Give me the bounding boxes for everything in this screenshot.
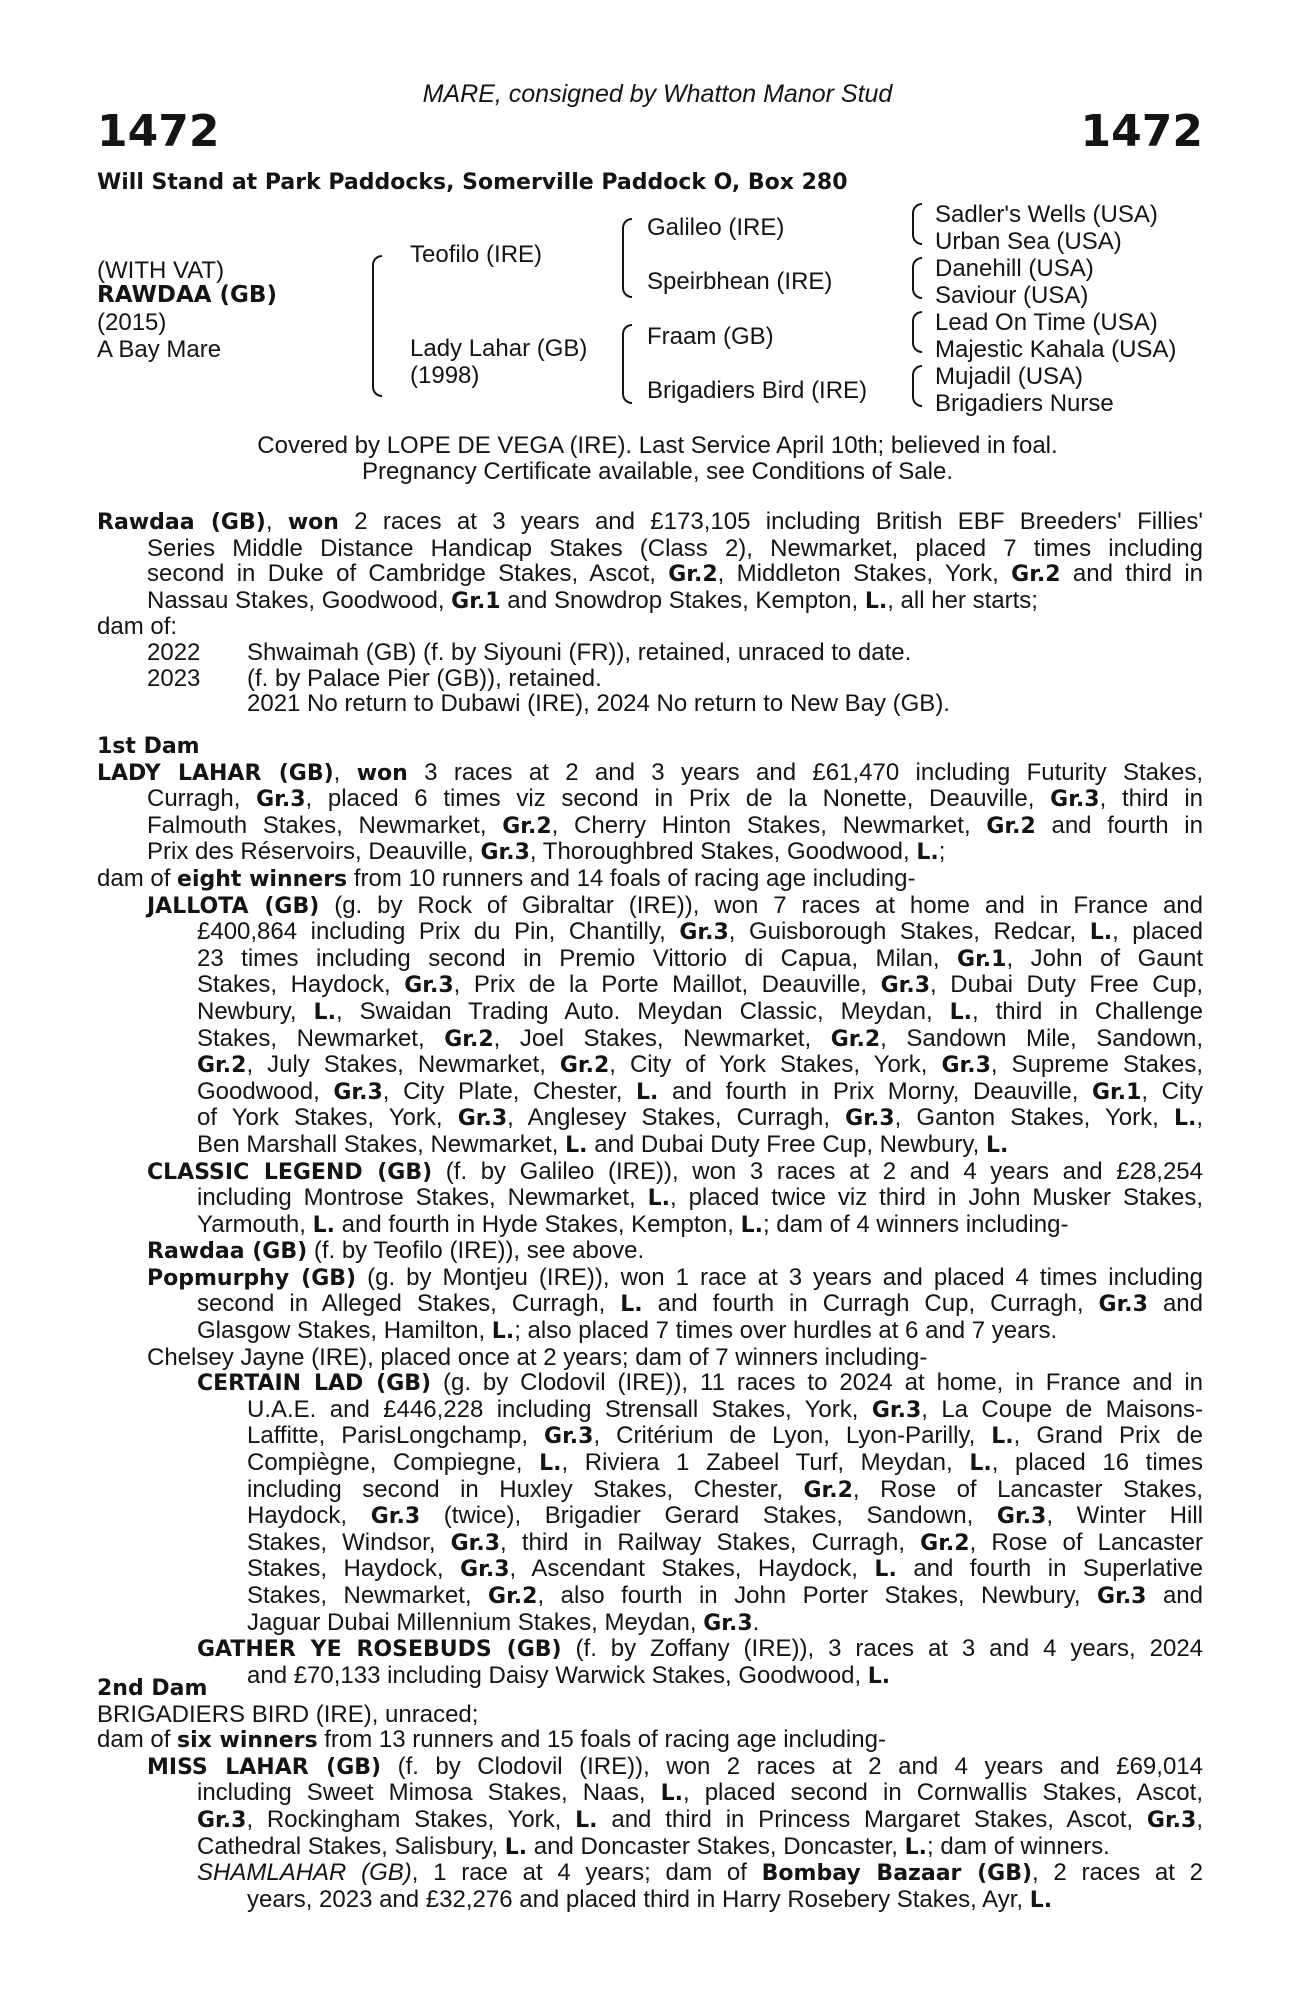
progeny-certain-lad: CERTAIN LAD (GB) (g. by Clodovil (IRE)), 11 races to 2024 at home, in France and in U.A.E. and £446,228 including Strensall Stakes, York, Gr.3, La Coupe de Maisons- Laffitte, ParisLongchamp, Gr.3, Critérium de Lyon, Lyon-Parilly, L., Grand Prix de Compiègne, Compiegne, L., Riviera 1 Zabeel Turf, Meydan, L., placed 16 times including second in Huxley Stakes, Chester, Gr.2, Rose of Lancaster Stakes, Haydock, Gr.3 (twice), Brigadier Gerard Stakes, Sandown, Gr.3, Winter Hill Stakes, Windsor, Gr.3, third in Railway Stakes, Curragh, Gr.2, Rose of Lancaster Stakes, Haydock, Gr.3, Ascendant Stakes, Haydock, L. and fourth in Superlative Stakes, Newmarket, Gr.2, also fourth in John Porter Stakes, Newbury, Gr.3 and Jaguar Dubai Millennium Stakes, Meydan, Gr.3. xyxy=(197,1369,1204,1636)
dam-dam-dam: Brigadiers Nurse xyxy=(935,390,1114,417)
dam-year: (1998) xyxy=(410,362,480,389)
vat-note: (WITH VAT) xyxy=(97,257,225,284)
pedigree-bracket xyxy=(622,218,632,298)
dam-dam-sire: Mujadil (USA) xyxy=(935,363,1084,390)
won-label: won xyxy=(287,510,339,535)
pedigree-bracket xyxy=(622,324,632,404)
foal-entry: Shwaimah (GB) (f. by Siyouni (FR)), retained, unraced to date. xyxy=(247,638,912,666)
sire-sire-sire: Sadler's Wells (USA) xyxy=(935,201,1158,228)
consignor-line: MARE, consigned by Whatton Manor Stud xyxy=(422,80,893,108)
horse-name: CLASSIC LEGEND (GB) xyxy=(147,1159,433,1185)
pedigree-bracket xyxy=(912,203,922,245)
sire: Teofilo (IRE) xyxy=(410,241,543,268)
lot-number-left: 1472 xyxy=(97,106,220,157)
section-heading: 1st Dam xyxy=(97,734,200,759)
dam-of-label: dam of: xyxy=(97,613,178,641)
horse-name: MISS LAHAR (GB) xyxy=(147,1754,382,1780)
sire-dam-dam: Saviour (USA) xyxy=(935,282,1089,309)
dam-dam: Brigadiers Bird (IRE) xyxy=(647,377,868,404)
dam-sire: Fraam (GB) xyxy=(647,323,774,350)
second-dam-section: 2nd Dam BRIGADIERS BIRD (IRE), unraced; dam of six winners from 13 runners and 15 foals of racing age including- MISS LAHAR (GB) (f. by Clodovil (IRE)), won 2 races at 2 and 4 years and £69,014 including Sweet Mimosa Stakes, Naas, L., placed second in Cornwallis Stakes, Ascot, Gr.3, Rockingham Stakes, York, L. and third in Princess Margaret Stakes, Ascot, Gr.3, Cathedral Stakes, Salisbury, L. and Doncaster Stakes, Doncaster, L.; dam of winners. SHAMLAHAR (GB), 1 race at 4 years; dam of Bombay Bazaar (GB), 2 races at 2 years, 2023 and £32,276 and placed third in Harry Rosebery Stakes, Ayr, L. xyxy=(97,1676,1203,1913)
progeny-miss-lahar: MISS LAHAR (GB) (f. by Clodovil (IRE)), won 2 races at 2 and 4 years and £69,014 including Sweet Mimosa Stakes, Naas, L., placed second in Cornwallis Stakes, Ascot, Gr.3, Rockingham Stakes, York, L. and third in Princess Margaret Stakes, Ascot, Gr.3, Cathedral Stakes, Salisbury, L. and Doncaster Stakes, Doncaster, L.; dam of winners. SHAMLAHAR (GB), 1 race at 4 years; dam of Bombay Bazaar (GB), 2 races at 2 years, 2023 and £32,276 and placed third in Harry Rosebery Stakes, Ayr, L. xyxy=(147,1752,1203,1913)
pedigree-bracket xyxy=(912,311,922,353)
horse-name: LADY LAHAR (GB) xyxy=(97,760,334,786)
horse-name: Rawdaa (GB) xyxy=(97,510,266,535)
progeny-gather-ye-rosebuds: GATHER YE ROSEBUDS (GB) (f. by Zoffany (IRE)), 3 races at 3 and 4 years, 2024 and £70,133 including Daisy Warwick Stakes, Goodwood, L. xyxy=(197,1635,1204,1689)
foal-entry: (f. by Palace Pier (GB)), retained. xyxy=(247,664,602,692)
dam-sire-dam: Majestic Kahala (USA) xyxy=(935,336,1177,363)
dam: Lady Lahar (GB) xyxy=(410,335,588,362)
horse-name: JALLOTA (GB) xyxy=(147,893,320,919)
horse-name: GATHER YE ROSEBUDS (GB) xyxy=(197,1637,562,1663)
rawdaa-section: Rawdaa (GB), won 2 races at 3 years and £173,105 including British EBF Breeders' Fillies' Series Middle Distance Handicap Stakes (Class 2), Newmarket, placed 7 times including second in Duke of Cambridge Stakes, Ascot, Gr.2, Middleton Stakes, York, Gr.2 and third in Nassau Stakes, Goodwood, Gr.1 and Snowdrop Stakes, Kempton, L., all her starts; dam of: 2022 Shwaimah (GB) (f. by Siyouni (FR)), retained, unraced to date. 2023 (f. by Palace Pier (GB)), retained. 2021 No return to Dubawi (IRE), 2024 No return to New Bay (GB). xyxy=(97,508,1204,718)
sire-dam-sire: Danehill (USA) xyxy=(935,255,1094,282)
text: Series Middle Distance Handicap Stakes (Class 2), Newmarket, placed 7 times including xyxy=(147,534,1203,562)
progeny-rawdaa: Rawdaa (GB) (f. by Teofilo (IRE)), see above. xyxy=(147,1237,645,1265)
foal-year: 2023 xyxy=(147,664,201,692)
horse-description: A Bay Mare xyxy=(97,336,222,363)
progeny-jallota: JALLOTA (GB) (g. by Rock of Gibraltar (IRE)), won 7 races at home and in France and £400,864 including Prix du Pin, Chantilly, Gr.3, Guisborough Stakes, Redcar, L., placed 23 times including second in Premio Vittorio di Capua, Milan, Gr.1, John of Gaunt Stakes, Haydock, Gr.3, Prix de la Porte Maillot, Deauville, Gr.3, Dubai Duty Free Cup, Newbury, L., Swaidan Trading Auto. Meydan Classic, Meydan, L., third in Challenge Stakes, Newmarket, Gr.2, Joel Stakes, Newmarket, Gr.2, Sandown Mile, Sandown, Gr.2, July Stakes, Newmarket, Gr.2, City of York Stakes, York, Gr.3, Supreme Stakes, Goodwood, Gr.3, City Plate, Chester, L. and fourth in Prix Morny, Deauville, Gr.1, City of York Stakes, York, Gr.3, Anglesey Stakes, Curragh, Gr.3, Ganton Stakes, York, L., Ben Marshall Stakes, Newmarket, L. and Dubai Duty Free Cup, Newbury, L. xyxy=(147,891,1204,1158)
horse-name: CERTAIN LAD (GB) xyxy=(197,1371,432,1397)
progeny-classic-legend: CLASSIC LEGEND (GB) (f. by Galileo (IRE)), won 3 races at 2 and 4 years and £28,254 including Montrose Stakes, Newmarket, L., placed twice viz third in John Musker Stakes, Yarmouth, L. and fourth in Hyde Stakes, Kempton, L.; dam of 4 winners including- xyxy=(147,1157,1204,1238)
first-dam-section: 1st Dam LADY LAHAR (GB), won 3 races at 2 and 3 years and £61,470 including Futurity Stakes, Curragh, Gr.3, placed 6 times viz second in Prix de la Nonette, Deauville, Gr.3, third in Falmouth Stakes, Newmarket, Gr.2, Cherry Hinton Stakes, Newmarket, Gr.2 and fourth in Prix des Réservoirs, Deauville, Gr.3, Thoroughbred Stakes, Goodwood, L.; dam of eight winners from 10 runners and 14 foals of racing age including- JALLOTA (GB) (g. by Rock of Gibraltar (IRE)), won 7 races at home and in France and £400,864 including Prix du Pin, Chantilly, Gr.3, Guisborough Stakes, Redcar, L., placed 23 times including second in Premio Vittorio di Capua, Milan, Gr.1, John of Gaunt Stakes, Haydock, Gr.3, Prix de la Porte Maillot, Deauville, Gr.3, Dubai Duty Free Cup, Newbury, L., Swaidan Trading Auto. Meydan Classic, Meydan, L., third in Challenge Stakes, Newmarket, Gr.2, Joel Stakes, Newmarket, Gr.2, Sandown Mile, Sandown, Gr.2, July Stakes, Newmarket, Gr.2, City of York Stakes, York, Gr.3, Supreme Stakes, Goodwood, Gr.3, City Plate, Chester, L. and fourth in Prix Morny, Deauville, Gr.1, City of York Stakes, York, Gr.3, Anglesey Stakes, Curragh, Gr.3, Ganton Stakes, York, L., Ben Marshall Stakes, Newmarket, L. and Dubai Duty Free Cup, Newbury, L. CLASSIC LEGEND (GB) (f. by Galileo (IRE)), won 3 races at 2 and 4 years and £28,254 including Montrose Stakes, Newmarket, L., placed twice viz third in John Musker Stakes, Yarmouth, L. and fourth in Hyde Stakes, Kempton, L.; dam of 4 winners including- Rawdaa (GB) (f. by Teofilo (IRE)), see above. Popmurphy (GB) (g. by Montjeu (IRE)), won 1 race at 3 years and placed 4 times including second in Alleged Stakes, Curragh, L. and fourth in Curragh Cup, Curragh, Gr.3 and Glasgow Stakes, Hamilton, L.; also placed 7 times over hurdles at 6 and 7 years. Chelsey Jayne (IRE), placed once at 2 years; dam of 7 winners including- CERTAIN LAD (GB) (g. by Clodovil (IRE)), 11 races to 2024 at home, in France and in U.A.E. and £446,228 including Strensall Stakes, York, Gr.3, La Coupe de Maisons- Laffitte, ParisLongchamp, Gr.3, Critérium de Lyon, Lyon-Parilly, L., Grand Prix de Compiègne, Compiegne, L., Riviera 1 Zabeel Turf, Meydan, L., placed 16 times including second in Huxley Stakes, Chester, Gr.2, Rose of Lancaster Stakes, Haydock, Gr.3 (twice), Brigadier Gerard Stakes, Sandown, Gr.3, Winter Hill Stakes, Windsor, Gr.3, third in Railway Stakes, Curragh, Gr.2, Rose of Lancaster Stakes, Haydock, Gr.3, Ascendant Stakes, Haydock, L. and fourth in Superlative Stakes, Newmarket, Gr.2, also fourth in John Porter Stakes, Newbury, Gr.3 and Jaguar Dubai Millennium Stakes, Meydan, Gr.3. GATHER YE ROSEBUDS (GB) (f. by Zoffany (IRE)), 3 races at 3 and 4 years, 2024 and £70,133 including Daisy Warwick Stakes, Goodwood, L. xyxy=(97,734,1204,1689)
covered-note: Covered by LOPE DE VEGA (IRE). Last Service April 10th; believed in foal. xyxy=(257,432,1058,459)
dam-sire-sire: Lead On Time (USA) xyxy=(935,309,1158,336)
progeny-shamlahar: SHAMLAHAR (GB), 1 race at 4 years; dam of Bombay Bazaar (GB), 2 races at 2 years, 2023 and £32,276 and placed third in Harry Rosebery Stakes, Ayr, L. xyxy=(197,1859,1203,1913)
pedigree-bracket xyxy=(912,257,922,299)
horse-year: (2015) xyxy=(97,309,167,336)
stand-location: Will Stand at Park Paddocks, Somerville Paddock O, Box 280 xyxy=(97,170,848,195)
pedigree-bracket xyxy=(372,255,382,397)
sire-sire-dam: Urban Sea (USA) xyxy=(935,228,1122,255)
dam-line: BRIGADIERS BIRD (IRE), unraced; xyxy=(97,1700,479,1728)
foal-entry: 2021 No return to Dubawi (IRE), 2024 No return to New Bay (GB). xyxy=(247,690,950,718)
pregnancy-note: Pregnancy Certificate available, see Conditions of Sale. xyxy=(362,458,953,485)
lot-number-right: 1472 xyxy=(1080,106,1203,157)
sire-dam: Speirbhean (IRE) xyxy=(647,268,833,295)
section-heading: 2nd Dam xyxy=(97,1676,208,1701)
text: 2 races at 3 years and £173,105 including British EBF Breeders' Fillies' xyxy=(338,508,1204,535)
progeny-chelsey-jayne: Chelsey Jayne (IRE), placed once at 2 years; dam of 7 winners including- xyxy=(147,1343,928,1371)
horse-name: RAWDAA (GB) xyxy=(97,282,277,308)
pedigree-bracket xyxy=(912,365,922,407)
horse-name: Popmurphy (GB) xyxy=(147,1265,357,1291)
sire-sire: Galileo (IRE) xyxy=(647,214,785,241)
foal-year: 2022 xyxy=(147,638,201,666)
progeny-popmurphy: Popmurphy (GB) (g. by Montjeu (IRE)), won 1 race at 3 years and placed 4 times including second in Alleged Stakes, Curragh, L. and fourth in Curragh Cup, Curragh, Gr.3 and Glasgow Stakes, Hamilton, L.; also placed 7 times over hurdles at 6 and 7 years. xyxy=(147,1263,1203,1345)
